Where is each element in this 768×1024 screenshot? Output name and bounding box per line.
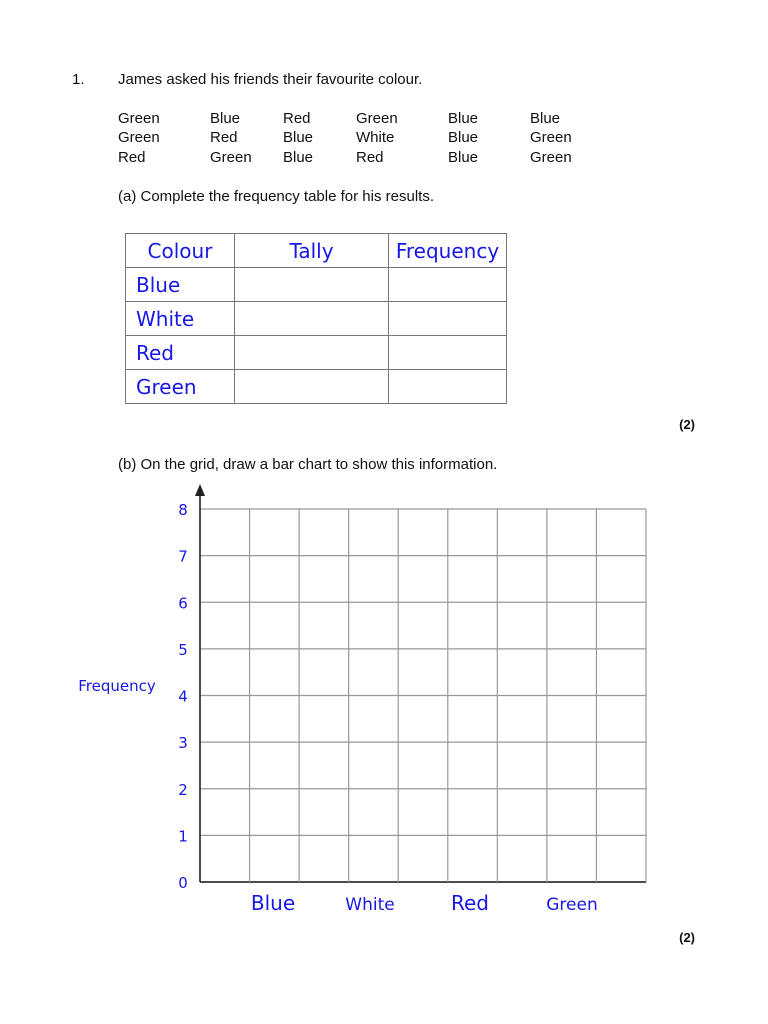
- y-tick-label: 4: [178, 687, 188, 706]
- y-tick-label: 6: [178, 594, 188, 613]
- response-word: Green: [356, 110, 398, 127]
- x-tick-label: Red: [451, 891, 489, 915]
- response-word: White: [356, 129, 395, 146]
- y-axis-label: Frequency: [78, 677, 156, 695]
- part-b-marks: (2): [679, 930, 695, 945]
- response-word: Red: [118, 149, 146, 166]
- question-text: James asked his friends their favourite colour.: [118, 71, 423, 88]
- response-word: Green: [118, 110, 160, 127]
- response-word: Blue: [448, 129, 479, 146]
- part-b-text: (b) On the grid, draw a bar chart to show this information.: [118, 456, 498, 473]
- response-word: Green: [530, 149, 572, 166]
- header-frequency: Frequency: [389, 234, 507, 268]
- row-label-blue: Blue: [126, 268, 235, 302]
- response-word: Blue: [448, 110, 479, 127]
- x-tick-label: Green: [546, 895, 598, 915]
- response-word: Green: [118, 129, 160, 146]
- y-tick-label: 1: [178, 827, 188, 846]
- x-tick-label: Blue: [250, 891, 296, 915]
- question-number: 1.: [72, 71, 85, 88]
- response-word: Blue: [210, 110, 241, 127]
- y-tick-label: 7: [178, 547, 188, 566]
- y-tick-label: 5: [178, 640, 188, 659]
- part-a-marks: (2): [679, 417, 695, 432]
- response-word: Blue: [448, 149, 479, 166]
- response-word: Blue: [283, 129, 314, 146]
- response-word: Blue: [283, 149, 314, 166]
- part-a-text: (a) Complete the frequency table for his results.: [118, 188, 434, 205]
- row-label-white: White: [126, 302, 235, 336]
- y-tick-label: 2: [178, 780, 188, 799]
- response-word: Red: [283, 110, 311, 127]
- response-word: Red: [210, 129, 238, 146]
- y-tick-label: 3: [178, 734, 188, 753]
- response-word: Green: [530, 129, 572, 146]
- response-word: Green: [210, 149, 252, 166]
- header-tally: Tally: [235, 234, 389, 268]
- y-axis-arrow-icon: [195, 484, 205, 496]
- header-colour: Colour: [126, 234, 235, 268]
- response-word: Blue: [530, 110, 561, 127]
- row-label-green: Green: [126, 370, 235, 404]
- x-tick-label: White: [345, 895, 395, 915]
- row-label-red: Red: [126, 336, 235, 370]
- response-word: Red: [356, 149, 384, 166]
- y-tick-label: 8: [178, 501, 188, 519]
- y-tick-label: 0: [178, 874, 188, 892]
